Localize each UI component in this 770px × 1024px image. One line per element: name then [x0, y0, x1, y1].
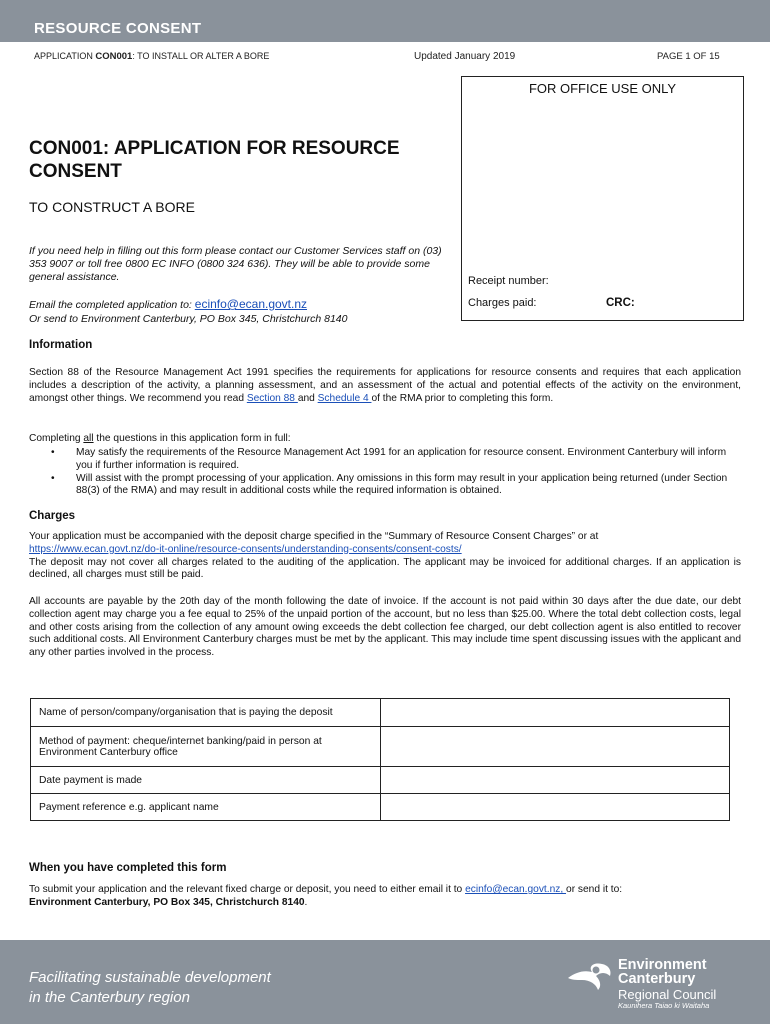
application-code: CON001: [95, 51, 133, 62]
completed-address: Environment Canterbury, PO Box 345, Christchurch 8140: [29, 896, 305, 908]
completed-email-link[interactable]: ecinfo@ecan.govt.nz,: [465, 884, 567, 895]
payer-name-field[interactable]: [381, 699, 730, 727]
consent-costs-link[interactable]: https://www.ecan.govt.nz/do-it-online/resource-consents/understanding-consents/consent-costs/: [29, 543, 462, 555]
document-subtitle: TO CONSTRUCT A BORE: [29, 199, 195, 215]
table-row: [31, 767, 730, 794]
completed-paragraph: [29, 884, 741, 910]
completing-text-a: Completing: [29, 433, 84, 444]
table-row: [31, 727, 730, 767]
office-use-heading: FOR OFFICE USE ONLY: [528, 81, 677, 96]
charges-text-b: The deposit may not cover all charges related to the auditing of the application. The applicant may be invoiced for additional charges. If an application is declined, all charges must still be paid.: [29, 556, 741, 581]
payment-date-label: Date payment is made: [31, 767, 381, 794]
help-text: If you need help in filling out this form please contact our Customer Services staff on (03) 353 9007 or toll free 0800 EC INFO (0800 324 636). They will be able to provide some general assistance.: [29, 245, 442, 283]
completed-address-end: .: [304, 896, 308, 908]
information-heading: Information: [29, 339, 93, 351]
charges-paid-label: Charges paid:: [468, 297, 537, 309]
bullet-text: Will assist with the prompt processing of your application. Any omissions in this form may result in your application being returned (under Section 88(3) of the RMA) and may result in additional costs while the required information is obtained.: [76, 472, 728, 497]
section-88-link[interactable]: Section 88: [246, 392, 298, 404]
payment-method-label: Method of payment: cheque/internet banking/paid in person at Environment Canterbury office: [31, 727, 381, 767]
payment-table: [30, 698, 730, 821]
payment-method-field[interactable]: [381, 727, 730, 767]
page-number: PAGE 1 OF 15: [657, 51, 720, 62]
payment-reference-label: Payment reference e.g. applicant name: [31, 794, 381, 821]
receipt-number-label: Receipt number:: [468, 275, 549, 287]
header-title: RESOURCE CONSENT: [34, 20, 202, 37]
tagline-line-2: in the Canterbury region: [29, 989, 190, 1006]
logo-line-3: Regional Council: [618, 987, 717, 1002]
updated-date: Updated January 2019: [414, 51, 516, 62]
completing-all: all: [83, 433, 94, 444]
list-item: [29, 447, 729, 473]
table-row: [31, 699, 730, 727]
post-address-line: Or send to Environment Canterbury, PO Box 345, Christchurch 8140: [29, 313, 348, 325]
email-link[interactable]: ecinfo@ecan.govt.nz: [194, 297, 308, 311]
completing-paragraph: [29, 433, 741, 446]
requirements-list: [29, 447, 729, 498]
email-prefix: Email the completed application to:: [29, 299, 195, 311]
tagline-line-1: Facilitating sustainable development: [29, 969, 271, 986]
header-band: [0, 0, 770, 42]
document-title: CON001: APPLICATION FOR RESOURCE CONSENT: [29, 138, 400, 182]
charges-text: Your application must be accompanied with the deposit charge specified in the “Summary of Resource Consent Charges” or at: [29, 531, 599, 542]
payment-reference-field[interactable]: [381, 794, 730, 821]
crc-label: CRC:: [606, 297, 635, 309]
bird-logo-icon: [566, 958, 614, 994]
completing-text-b: the questions in this application form in full:: [93, 433, 291, 444]
info-text-a: Section 88 of the Resource Management Act 1991 specifies the requirements for applications for resource consents and requires that each application includes a description of the activity, a planning assessment, and an assessment of the actual and potential effects of the activity on the environment, amongst other things. We recommend you read: [29, 367, 741, 404]
payer-name-label: Name of person/company/organisation that is paying the deposit: [31, 699, 381, 727]
completed-text-b: or send it to:: [566, 884, 623, 895]
council-logo: [566, 956, 746, 1016]
bullet-text: May satisfy the requirements of the Resource Management Act 1991 for an application for resource consent. Environment Canterbury will inform you if further information is required.: [76, 447, 727, 471]
list-item: [29, 473, 729, 499]
footer-tagline: [29, 968, 271, 1008]
application-code-line: [34, 51, 269, 62]
office-use-box: [461, 76, 744, 321]
application-suffix: : TO INSTALL OR ALTER A BORE: [132, 51, 270, 61]
logo-line-1: Environment: [618, 957, 707, 973]
bullet-icon: •: [51, 447, 55, 458]
footer-band: [0, 940, 770, 1024]
logo-line-2: Canterbury: [618, 971, 696, 987]
payment-date-field[interactable]: [381, 767, 730, 794]
email-instructions: [29, 297, 449, 326]
charges-paragraph-2: All accounts are payable by the 20th day of the month following the date of invoice. If the account is not paid within 30 days after the due date, our debt collection agent may charge you a fee equal to 25% of the unpaid portion of the account, but no less than $25.00. Where the total debt collection costs, legal and other costs arising from the collection of any amount owing exceeds the debt collection fee charged, our debt collection agent is also entitled to recover such additional costs. All Environment Canterbury charges must be met by the applicant. This may include time spent discussing issues with the applicant and any other parties involved in the process.: [29, 596, 741, 659]
charges-heading: Charges: [29, 510, 76, 522]
table-row: [31, 794, 730, 821]
application-prefix: APPLICATION: [34, 51, 96, 61]
schedule-4-link[interactable]: Schedule 4: [317, 392, 372, 404]
completed-text-a: To submit your application and the relevant fixed charge or deposit, you need to either email it to: [29, 884, 466, 895]
logo-line-4: Kaunihera Taiao ki Waitaha: [618, 1001, 710, 1010]
completed-heading: When you have completed this form: [29, 862, 227, 874]
charges-paragraph-1: [29, 531, 741, 582]
information-paragraph: [29, 367, 741, 405]
info-text-b: and: [297, 392, 318, 404]
info-text-c: of the RMA prior to completing this form.: [371, 392, 554, 404]
bullet-icon: •: [51, 472, 55, 484]
